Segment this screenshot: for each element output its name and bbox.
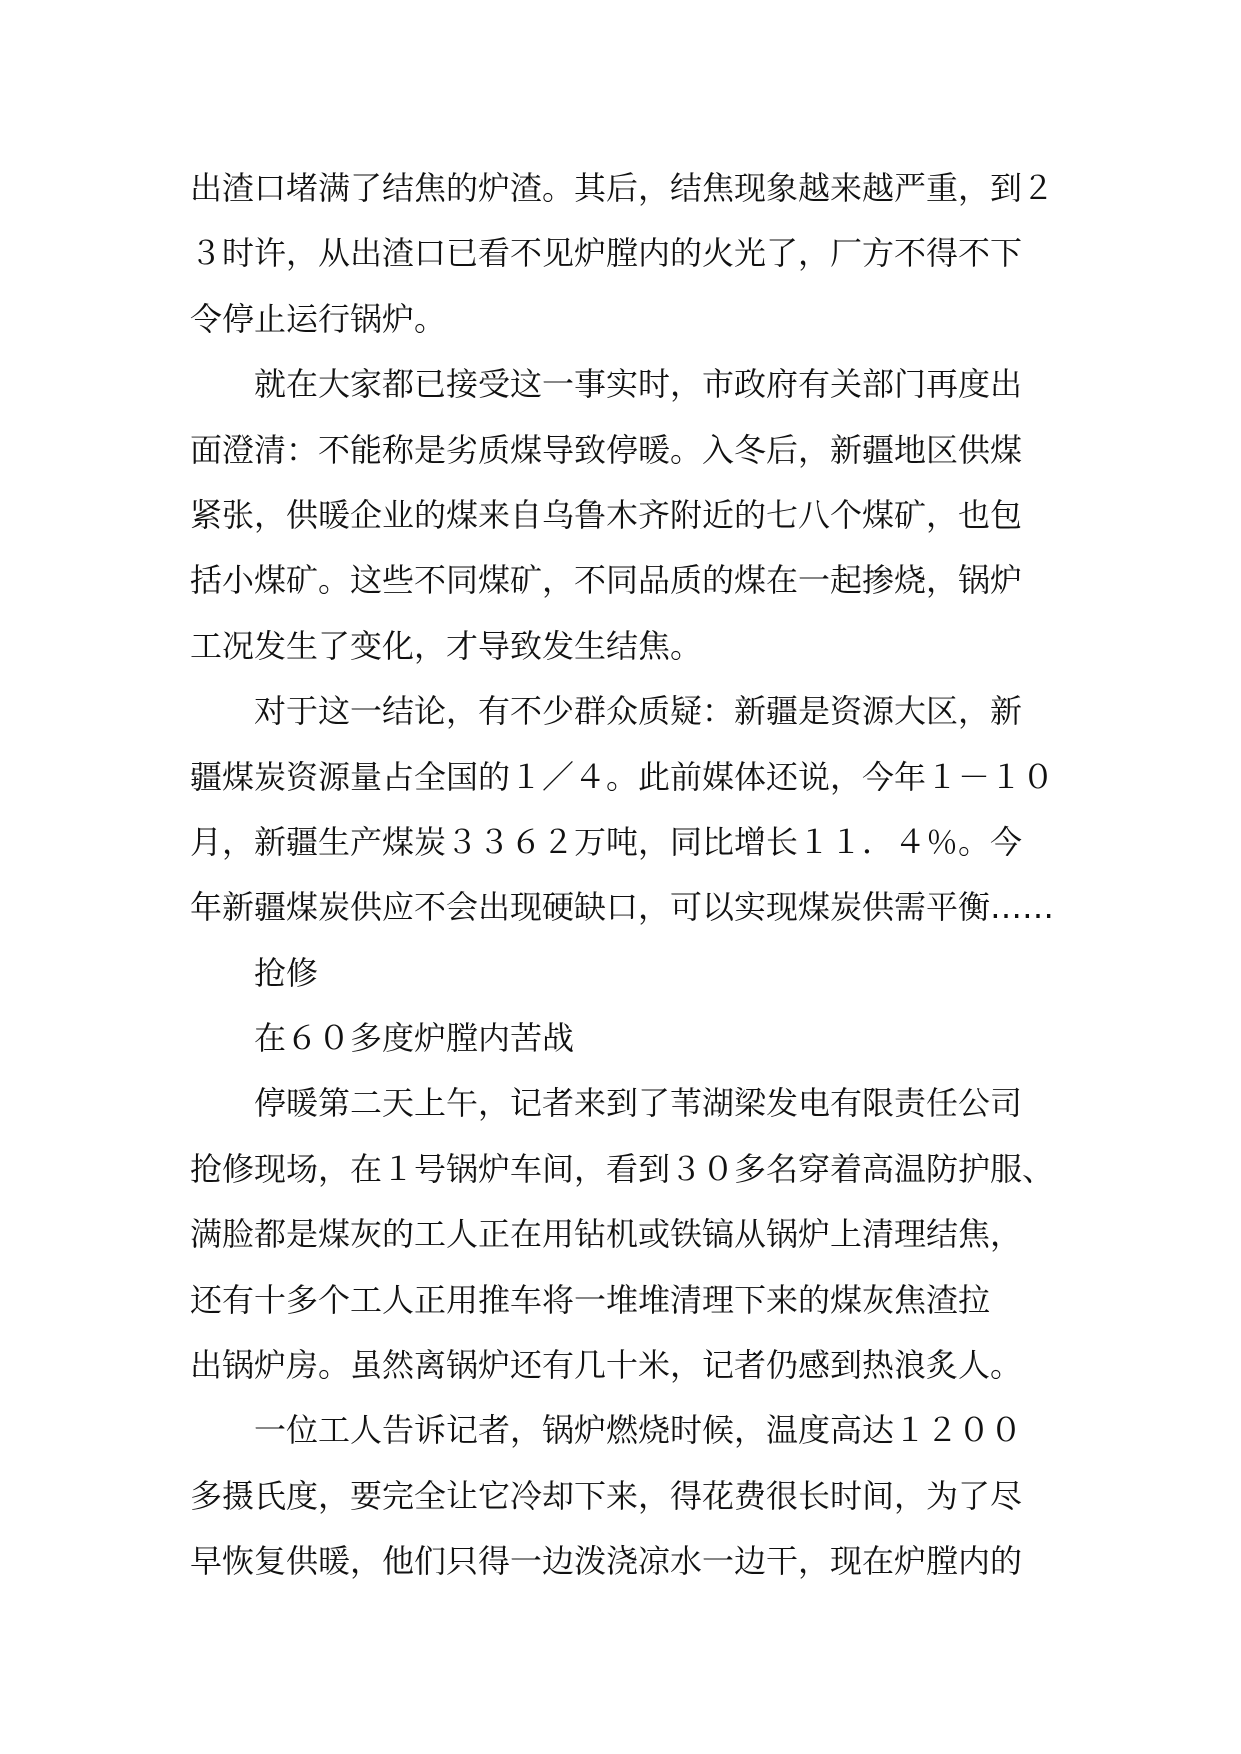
text-line: 出渣口堵满了结焦的炉渣。其后，结焦现象越来越严重，到２	[190, 169, 1055, 207]
paragraph-start-line: 就在大家都已接受这一事实时，市政府有关部门再度出	[254, 365, 1023, 404]
text-line: ３时许，从出渣口已看不见炉膛内的火光了，厂方不得不下	[190, 234, 1023, 273]
text-line: 疆煤炭资源量占全国的１／４。此前媒体还说，今年１－１０	[190, 757, 1055, 796]
text-line: 面澄清：不能称是劣质煤导致停暖。入冬后，新疆地区供煤	[190, 430, 1023, 469]
text-line: 月，新疆生产煤炭３３６２万吨，同比增长１１．４％。今	[190, 822, 1023, 861]
text-line: 括小煤矿。这些不同煤矿，不同品质的煤在一起掺烧，锅炉	[190, 561, 1023, 600]
text-line: 出锅炉房。虽然离锅炉还有几十米，记者仍感到热浪炙人。	[190, 1346, 1023, 1385]
section-heading: 抢修	[254, 953, 319, 992]
section-subheading: 在６０多度炉膛内苦战	[254, 1019, 575, 1058]
article-body	[190, 156, 1070, 1595]
text-line: 紧张，供暖企业的煤来自乌鲁木齐附近的七八个煤矿，也包	[190, 495, 1023, 534]
text-line: 令停止运行锅炉。	[190, 299, 447, 338]
text-line: 还有十多个工人正用推车将一堆堆清理下来的煤灰焦渣拉	[190, 1280, 991, 1319]
paragraph-start-line: 一位工人告诉记者，锅炉燃烧时候，温度高达１２００	[254, 1411, 1023, 1450]
paragraph-start-line: 停暖第二天上午，记者来到了苇湖梁发电有限责任公司	[254, 1084, 1023, 1123]
text-line: 工况发生了变化，才导致发生结焦。	[190, 626, 703, 665]
text-line: 满脸都是煤灰的工人正在用钻机或铁镐从锅炉上清理结焦，	[190, 1215, 1023, 1254]
text-line: 早恢复供暖，他们只得一边泼浇凉水一边干，现在炉膛内的	[190, 1542, 1023, 1581]
text-line: 年新疆煤炭供应不会出现硬缺口，可以实现煤炭供需平衡……	[190, 888, 1055, 927]
text-line: 抢修现场，在１号锅炉车间，看到３０多名穿着高温防护服、	[190, 1149, 1055, 1188]
text-line: 多摄氏度，要完全让它冷却下来，得花费很长时间，为了尽	[190, 1476, 1023, 1515]
paragraph-start-line: 对于这一结论，有不少群众质疑：新疆是资源大区，新	[254, 692, 1023, 731]
